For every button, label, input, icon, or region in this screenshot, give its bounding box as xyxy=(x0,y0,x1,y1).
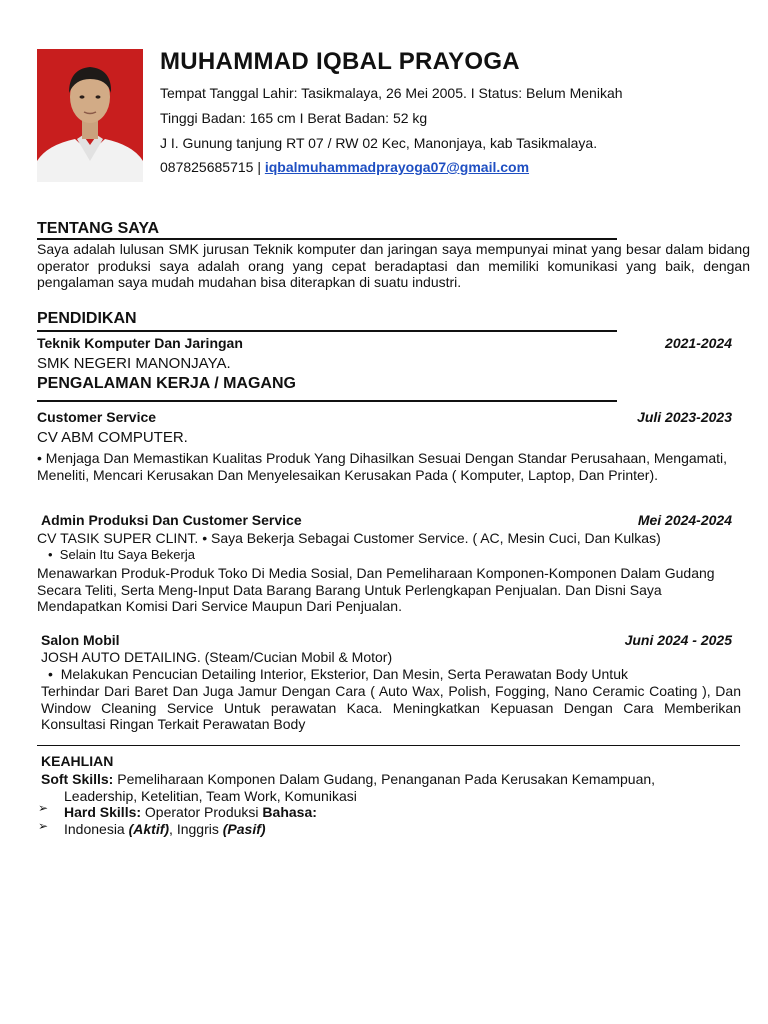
about-divider xyxy=(37,238,617,240)
job3-bullet-text: Melakukan Pencucian Detailing Interior, Eksterior, Dan Mesin, Serta Perawatan Body Untuk xyxy=(60,666,628,682)
hard-skills-label: Hard Skills: xyxy=(64,804,142,820)
birth-status-line: Tempat Tanggal Lahir: Tasikmalaya, 26 Mei 2005. I Status: Belum Menikah xyxy=(160,85,623,101)
job2-company: CV TASIK SUPER CLINT. • Saya Bekerja Sebagai Customer Service. ( AC, Mesin Cuci, Dan Kulkas) xyxy=(37,530,661,546)
arrow-bullet-icon: ➢ xyxy=(38,801,49,815)
education-major: Teknik Komputer Dan Jaringan xyxy=(37,335,243,351)
language-2-level: (Pasif) xyxy=(222,821,266,837)
contact-line xyxy=(160,159,529,175)
education-divider xyxy=(37,330,617,332)
hard-skills-text: Operator Produksi xyxy=(141,804,263,820)
language-1: Indonesia xyxy=(64,821,129,837)
height-weight-line: Tinggi Badan: 165 cm I Berat Badan: 52 kg xyxy=(160,110,428,126)
bullet-dot-icon: • xyxy=(48,547,53,562)
about-title: TENTANG SAYA xyxy=(37,220,160,237)
arrow-bullet-icon: ➢ xyxy=(38,819,49,833)
email-link[interactable]: iqbalmuhammadprayoga07@gmail.com xyxy=(264,159,530,175)
job1-description: • Menjaga Dan Memastikan Kualitas Produk Yang Dihasilkan Sesuai Dengan Standar Perusahaan, Mengamati, Meneliti, Mencari Kerusakan Dan Menyelesaikan Kerusakan Pada ( Komputer, Laptop, Dan Printer). xyxy=(37,450,728,483)
education-title: PENDIDIKAN xyxy=(37,310,137,327)
skills-divider xyxy=(37,745,740,746)
education-school: SMK NEGERI MANONJAYA. xyxy=(37,355,231,372)
profile-photo xyxy=(37,49,143,182)
job2-role: Admin Produksi Dan Customer Service xyxy=(41,512,302,528)
job3-role: Salon Mobil xyxy=(41,632,120,648)
address-line: J I. Gunung tanjung RT 07 / RW 02 Kec, Manonjaya, kab Tasikmalaya. xyxy=(160,135,598,151)
soft-skills-label: Soft Skills: xyxy=(41,771,114,787)
bullet-dot-icon: • xyxy=(48,666,53,682)
phone-number: 087825685715 | xyxy=(160,159,265,175)
full-name: MUHAMMAD IQBAL PRAYOGA xyxy=(160,48,520,75)
language-1-level: (Aktif) xyxy=(128,821,170,837)
experience-title: PENGALAMAN KERJA / MAGANG xyxy=(37,375,296,392)
language-line xyxy=(64,821,266,837)
job2-bullet-text: Selain Itu Saya Bekerja xyxy=(59,547,195,562)
job3-bullet xyxy=(48,666,628,682)
job2-description: Menawarkan Produk-Produk Toko Di Media Sosial, Dan Pemeliharaan Komponen-Komponen Dalam Gudang Secara Teliti, Serta Meng-Input Data Barang Barang Untuk Perlengkapan Penjualan. Dan Disni Saya Mendapatkan Komisi Dari Service Maupun Dari Penjualan. xyxy=(37,565,715,614)
job3-description: Terhindar Dari Baret Dan Juga Jamur Dengan Cara ( Auto Wax, Polish, Fogging, Nano Ceramic Coating ), Dan Window Cleaning Service Untuk perawatan Kaca. Meningkatkan Kepuasan Dengan Cara Memberikan Konsultasi Ringan Terkait Perawatan Body xyxy=(41,683,741,732)
language-separator: , Inggris xyxy=(169,821,223,837)
soft-skills-line2: Leadership, Ketelitian, Team Work, Komunikasi xyxy=(64,788,357,804)
hard-skills-line xyxy=(64,804,317,820)
education-years: 2021-2024 xyxy=(665,335,732,351)
job1-date: Juli 2023-2023 xyxy=(637,409,732,425)
experience-divider xyxy=(37,400,617,402)
job3-company: JOSH AUTO DETAILING. (Steam/Cucian Mobil & Motor) xyxy=(41,649,393,665)
job3-date: Juni 2024 - 2025 xyxy=(624,632,732,648)
about-text: Saya adalah lulusan SMK jurusan Teknik komputer dan jaringan saya mempunyai minat yang besar dalam bidang operator produksi saya adalah orang yang cepat beradaptasi dan memiliki komunikasi yang baik, dengan pengalaman saya mudah mudahan bisa diterapkan di suatu industri. xyxy=(37,241,750,290)
language-label: Bahasa: xyxy=(262,804,317,820)
skills-title: KEAHLIAN xyxy=(41,753,114,769)
job2-bullet xyxy=(48,547,195,562)
soft-skills-text: Pemeliharaan Komponen Dalam Gudang, Penanganan Pada Kerusakan Kemampuan, xyxy=(113,771,656,787)
job1-role: Customer Service xyxy=(37,409,157,425)
job2-date: Mei 2024-2024 xyxy=(637,512,732,528)
job1-company: CV ABM COMPUTER. xyxy=(37,429,188,446)
soft-skills-line xyxy=(41,771,655,787)
